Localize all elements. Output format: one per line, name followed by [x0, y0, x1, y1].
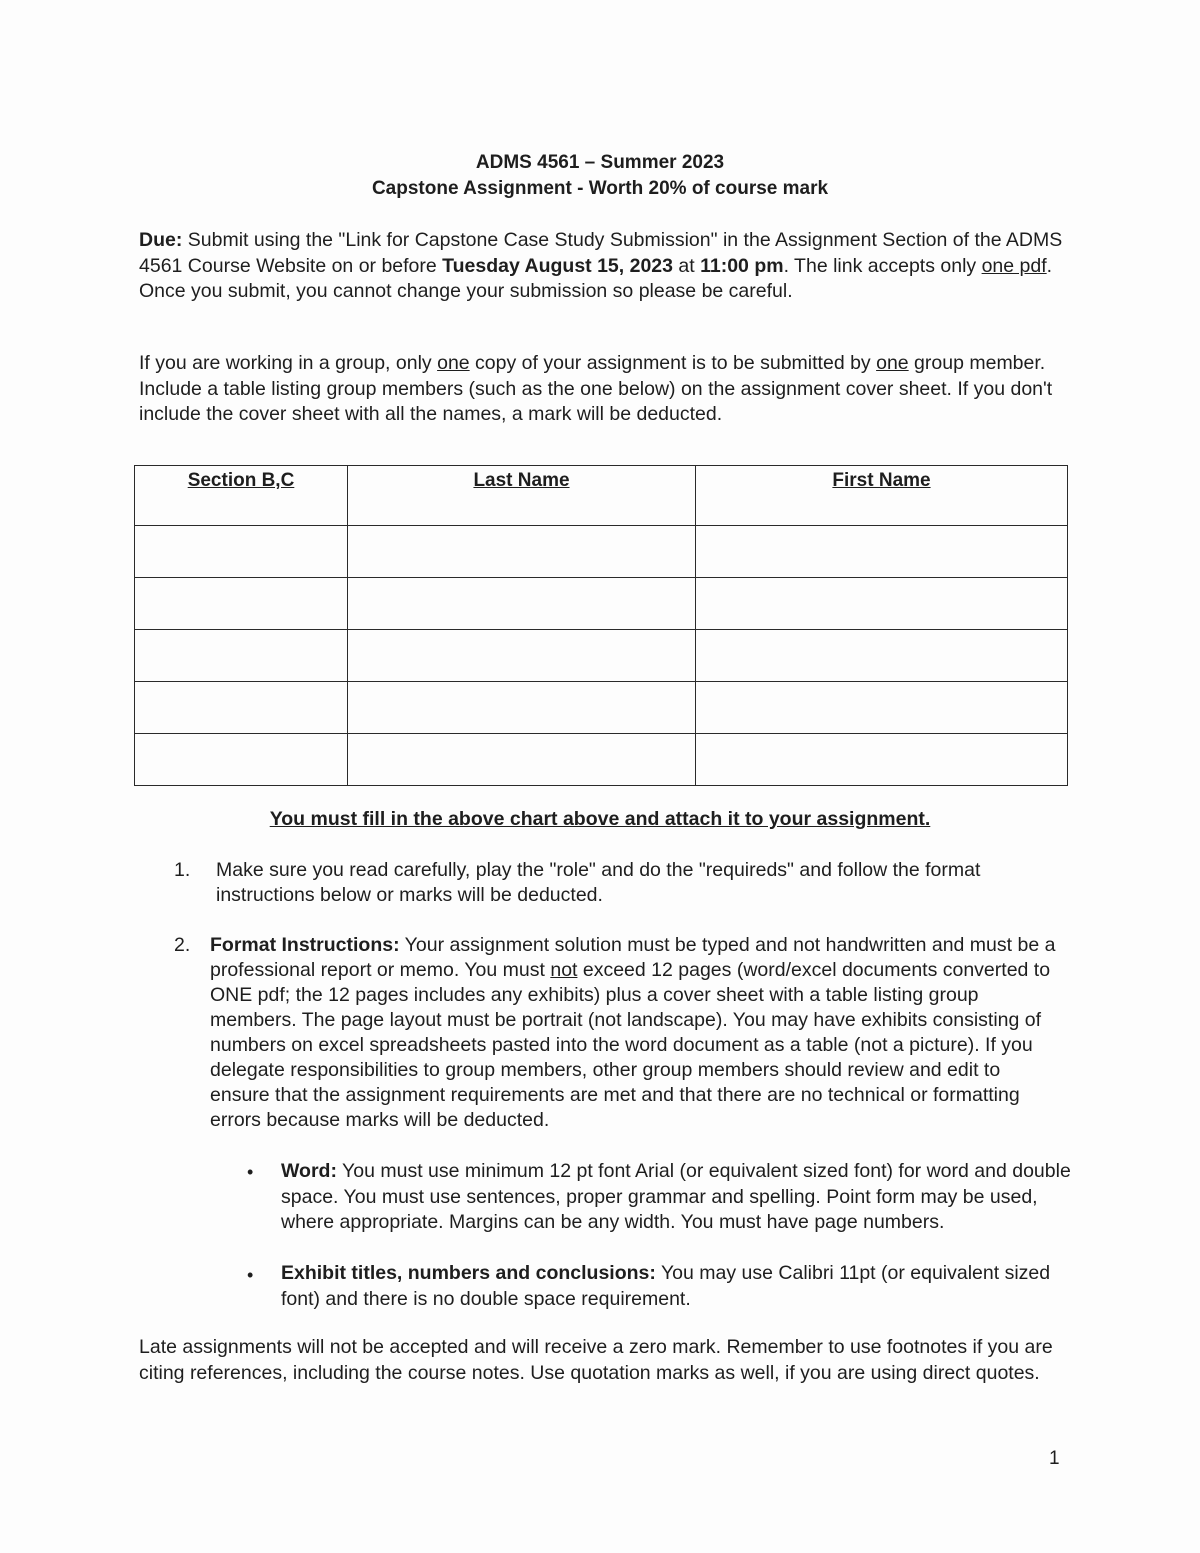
table-cell[interactable] [348, 734, 696, 786]
table-row [135, 734, 1068, 786]
table-cell[interactable] [348, 526, 696, 578]
late-assignments-paragraph: Late assignments will not be accepted and will receive a zero mark. Remember to use footnotes if you are citing references, including the course notes. Use quotation marks as well, if you are using direct quotes. [139, 1336, 1053, 1384]
table-row [135, 630, 1068, 682]
title-assignment: Capstone Assignment - Worth 20% of course mark [371, 178, 829, 199]
table-cell[interactable] [135, 578, 348, 630]
bullet-icon: • [247, 1162, 254, 1182]
list-number-2: 2. [174, 934, 191, 956]
due-label: Due: [139, 229, 183, 251]
table-cell[interactable] [348, 682, 696, 734]
table-cell[interactable] [135, 734, 348, 786]
col-header-section: Section B,C [135, 466, 348, 526]
group-paragraph: If you are working in a group, only one copy of your assignment is to be submitted by one group member. Include a table listing group members (such as the one below) on the assignment cover sheet. If you don't include the cover sheet with all the names, a mark will be deducted. [139, 352, 1053, 425]
page-number: 1 [1049, 1448, 1060, 1469]
col-header-first-name: First Name [696, 466, 1068, 526]
list-item-read-carefully: Make sure you read carefully, play the "role" and do the "requireds" and follow the format instructions below or marks will be deducted. [216, 859, 981, 906]
list-item-format-instructions: Format Instructions: Your assignment solution must be typed and not handwritten and must be a professional report or memo. You must not exceed 12 pages (word/excel documents converted to ONE pdf; the 12 pages includes any exhibits) plus a cover sheet with a table listing group members. The page layout must be portrait (not landscape). You may have exhibits consisting of numbers on excel spreadsheets pasted into the word document as a table (not a picture). If you delegate responsibilities to group members, other group members should review and edit to ensure that the assignment requirements are met and that there are no technical or formatting errors because marks will be deducted. [210, 934, 1056, 1131]
table-row [135, 526, 1068, 578]
bullet-exhibit-titles: Exhibit titles, numbers and conclusions: You may use Calibri 11pt (or equivalent sized font) and there is no double space requirement. [281, 1262, 1051, 1310]
table-cell[interactable] [696, 526, 1068, 578]
title-course: ADMS 4561 – Summer 2023 [475, 152, 725, 173]
fill-chart-note: You must fill in the above chart above and attach it to your assignment. [269, 808, 931, 830]
table-header-row [135, 466, 1068, 526]
table-cell[interactable] [696, 682, 1068, 734]
table-cell[interactable] [696, 630, 1068, 682]
due-time: 11:00 pm [700, 254, 784, 277]
bullet-icon: • [247, 1265, 254, 1285]
table-cell[interactable] [135, 630, 348, 682]
table-cell[interactable] [135, 526, 348, 578]
due-paragraph: Due: Submit using the "Link for Capstone Case Study Submission" in the Assignment Section of the ADMS 4561 Course Website on or before Tuesday August 15, 2023 at 11:00 pm. The link accepts only one pdf. Once you submit, you cannot change your submission so please be careful. [139, 229, 1063, 302]
col-header-last-name: Last Name [348, 466, 696, 526]
due-deadline: Tuesday August 15, 2023 [442, 254, 673, 277]
one-pdf: one pdf [981, 254, 1047, 277]
group-members-table [134, 465, 1068, 786]
table-cell[interactable] [348, 578, 696, 630]
bullet-word: Word: You must use minimum 12 pt font Arial (or equivalent sized font) for word and double space. You must use sentences, proper grammar and spelling. Point form may be used, where appropriate. Margins can be any width. You must have page numbers. [281, 1160, 1071, 1233]
table-cell[interactable] [348, 630, 696, 682]
list-number-1: 1. [174, 859, 191, 881]
table-cell[interactable] [696, 578, 1068, 630]
table-cell[interactable] [696, 734, 1068, 786]
table-row [135, 682, 1068, 734]
format-label: Format Instructions: [210, 934, 400, 956]
table-row [135, 578, 1068, 630]
table-cell[interactable] [135, 682, 348, 734]
